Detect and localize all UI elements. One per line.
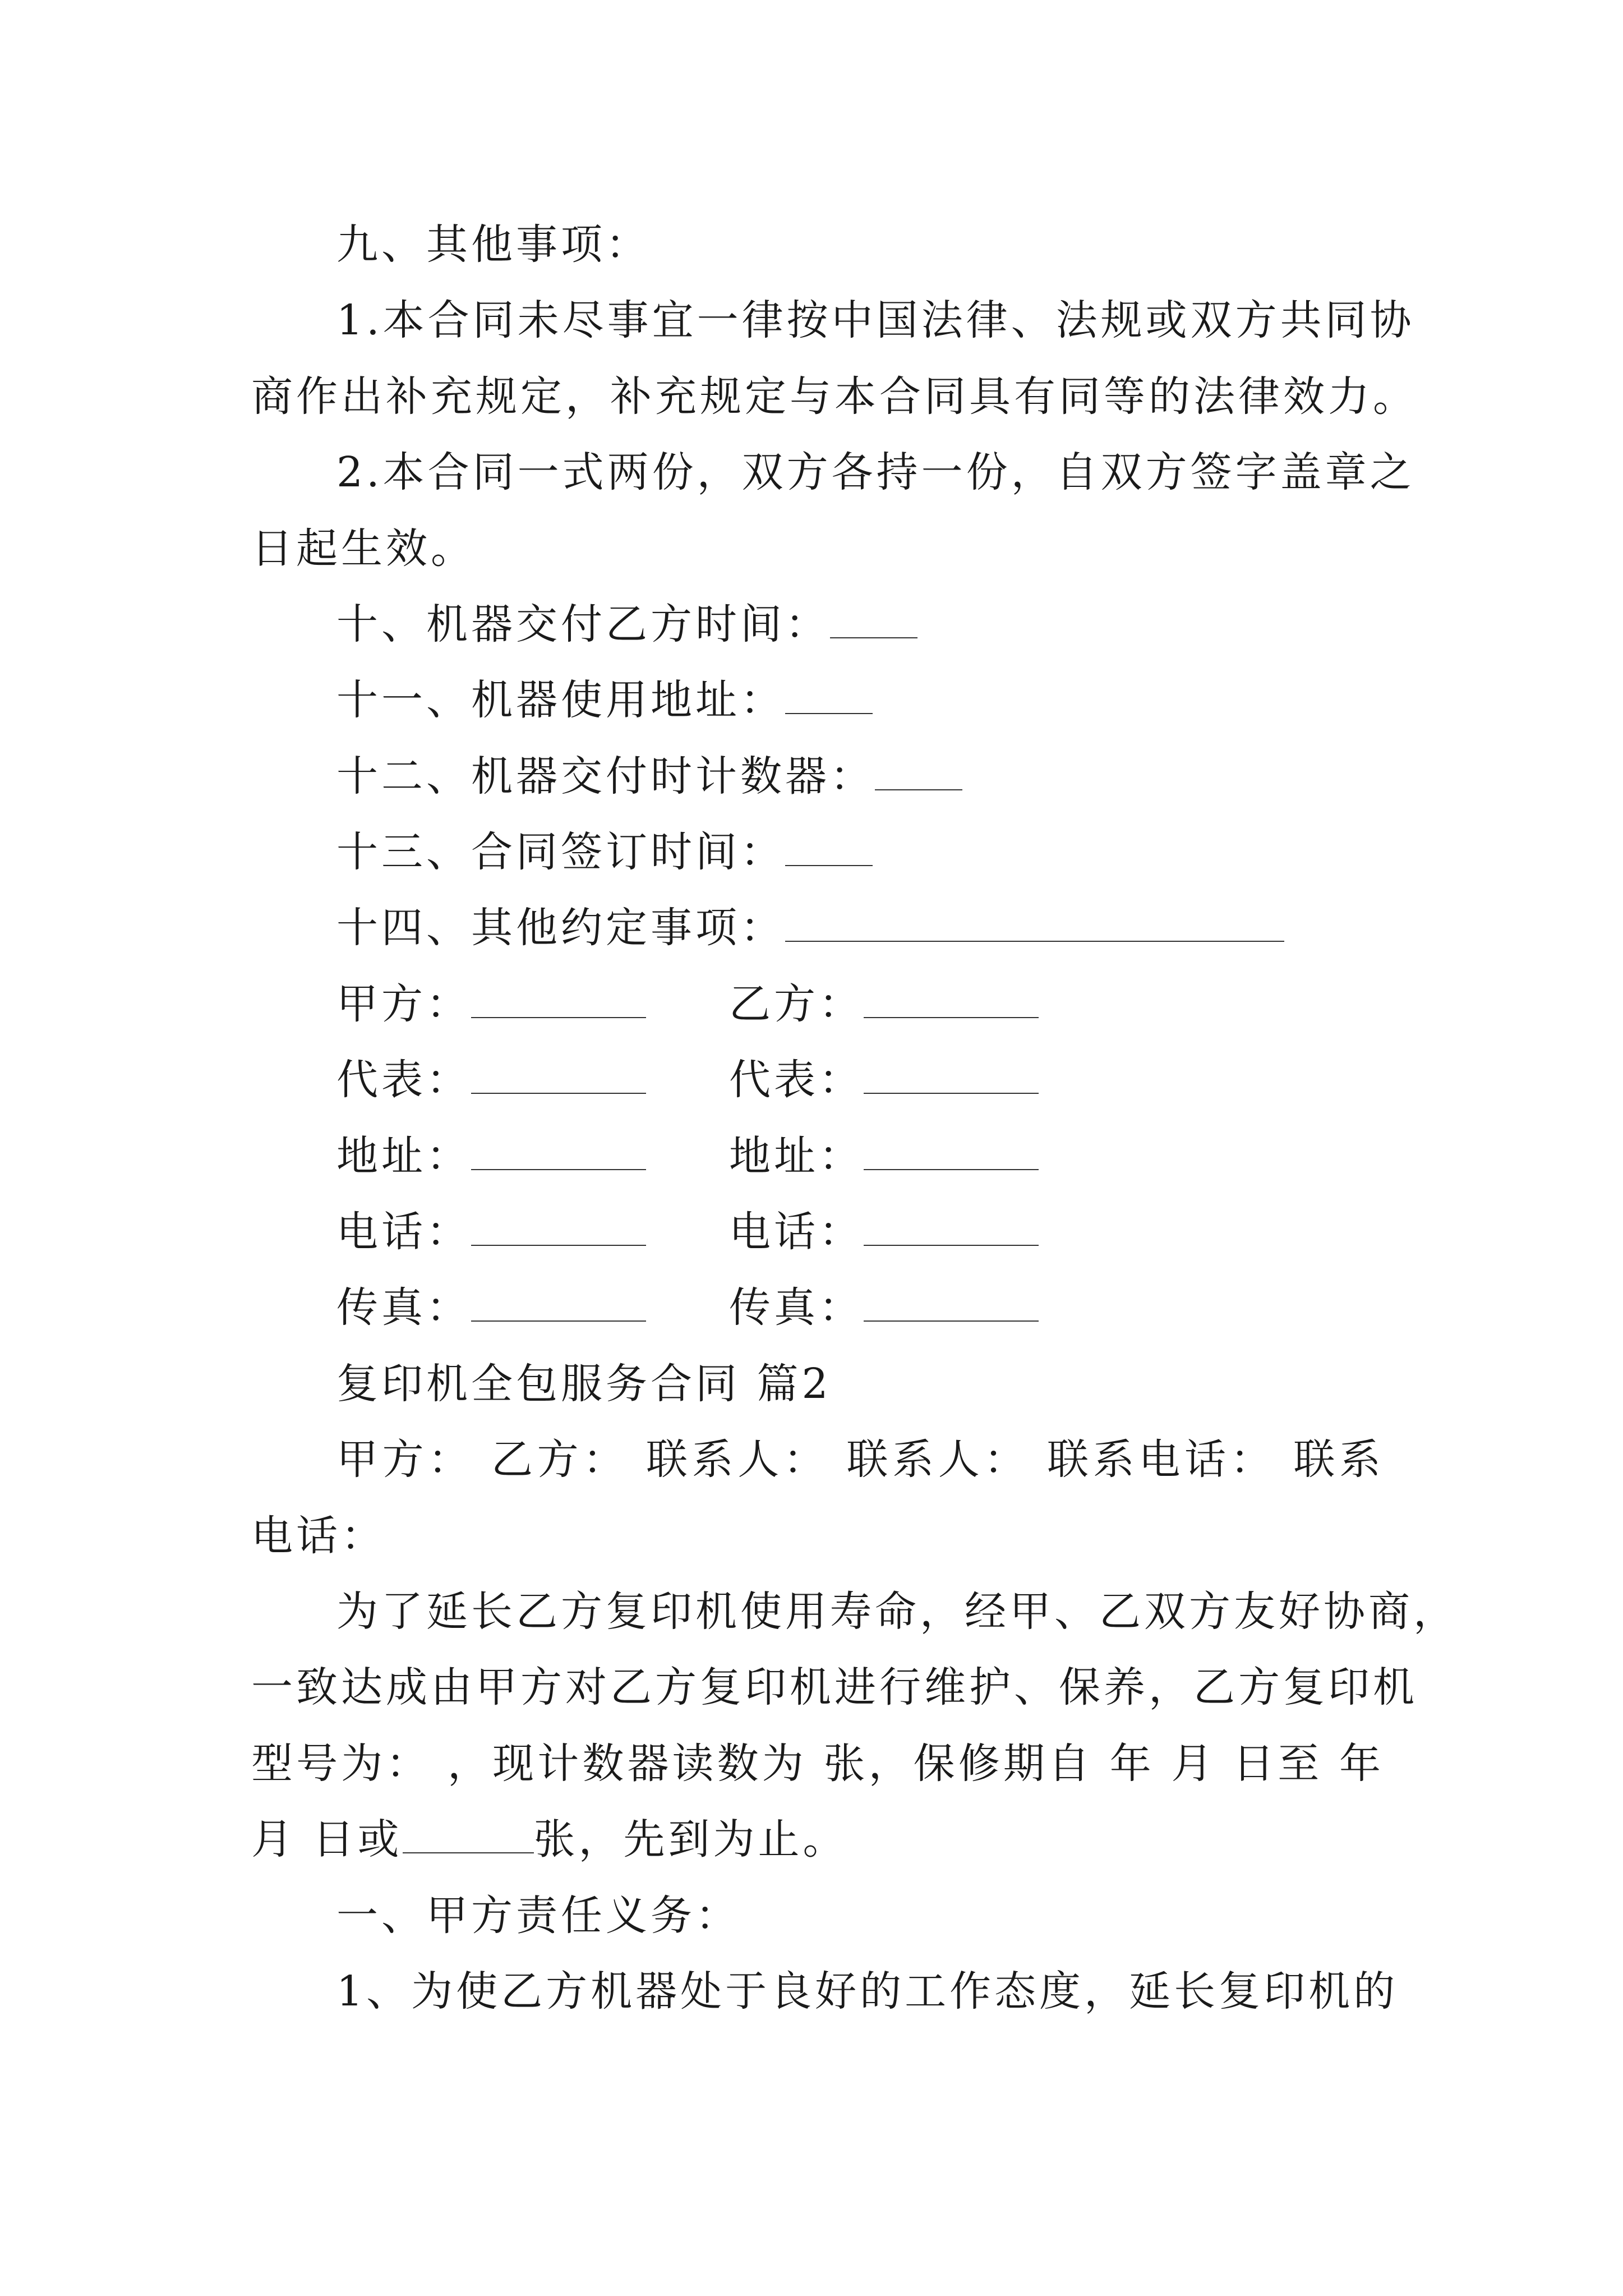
party-a-blank[interactable]	[471, 978, 646, 1018]
usage-address-field	[336, 672, 1384, 728]
delivery-time-blank[interactable]	[830, 598, 917, 638]
party-a-rep-field	[336, 1052, 646, 1108]
party-b-fax-label: 传真：	[729, 1283, 864, 1332]
intro-line-4-start: 月 日或	[251, 1815, 403, 1864]
signing-time-label: 十三、合同签订时间：	[336, 828, 785, 876]
party-b-address-blank[interactable]	[864, 1130, 1039, 1170]
party-a-rep-label: 代表：	[336, 1056, 471, 1104]
page-count-blank[interactable]	[403, 1813, 534, 1853]
section-1-item-1: 1、为使乙方机器处于良好的工作态度，延长复印机的	[336, 1967, 1399, 2016]
party-a-fax-label: 传真：	[336, 1283, 471, 1332]
usage-address-blank[interactable]	[785, 674, 873, 714]
signing-time-field	[336, 824, 1384, 880]
party-b-fax-blank[interactable]	[864, 1281, 1039, 1322]
delivery-time-label: 十、机器交付乙方时间：	[336, 600, 830, 648]
party-a-fax-blank[interactable]	[471, 1281, 646, 1322]
intro-line-4-end: 张，先到为止。	[533, 1815, 848, 1864]
party-b-address-label: 地址：	[729, 1132, 864, 1180]
party-a-fax-field	[336, 1280, 646, 1336]
party-a-address-blank[interactable]	[471, 1130, 646, 1170]
party-b-rep-label: 代表：	[729, 1056, 864, 1104]
contract-2-intro-line-1: 为了延长乙方复印机使用寿命，经甲、乙双方友好协商，	[336, 1588, 1458, 1636]
party-b-field	[729, 976, 1039, 1032]
other-terms-blank[interactable]	[785, 901, 1284, 942]
party-a-address-label: 地址：	[336, 1132, 471, 1180]
party-b-phone-label: 电话：	[729, 1208, 864, 1256]
party-b-phone-field	[729, 1204, 1039, 1260]
section-9-item-2-line-2: 日起生效。	[251, 524, 476, 573]
contract-2-title: 复印机全包服务合同 篇2	[336, 1360, 832, 1408]
party-b-rep-field	[729, 1052, 1039, 1108]
other-terms-label: 十四、其他约定事项：	[336, 904, 785, 952]
counter-label: 十二、机器交付时计数器：	[336, 752, 875, 800]
delivery-time-field	[336, 596, 1384, 652]
section-9-item-2-line-1: 2.本合同一式两份，双方各持一份，自双方签字盖章之	[336, 448, 1415, 496]
contract-2-intro-line-2: 一致达成由甲方对乙方复印机进行维护、保养，乙方复印机	[251, 1663, 1418, 1711]
contract-2-intro-line-3: 型号为： ，现计数器读数为 张，保修期自 年 月 日至 年	[251, 1740, 1384, 1788]
party-a-phone-field	[336, 1204, 646, 1260]
party-b-address-field	[729, 1128, 1039, 1184]
section-1-heading: 一、甲方责任义务：	[336, 1892, 740, 1940]
party-b-rep-blank[interactable]	[864, 1053, 1039, 1094]
party-a-label: 甲方：	[336, 980, 471, 1028]
section-9-item-1-line-1: 1.本合同未尽事宜一律按中国法律、法规或双方共同协	[336, 296, 1415, 344]
contract-2-parties-line-2: 电话：	[251, 1512, 386, 1560]
party-a-rep-blank[interactable]	[471, 1053, 646, 1094]
party-a-address-field	[336, 1128, 646, 1184]
party-b-label: 乙方：	[729, 980, 864, 1028]
counter-blank[interactable]	[875, 750, 962, 790]
usage-address-label: 十一、机器使用地址：	[336, 676, 785, 724]
party-b-fax-field	[729, 1280, 1039, 1336]
party-a-phone-label: 电话：	[336, 1208, 471, 1256]
party-a-phone-blank[interactable]	[471, 1205, 646, 1246]
contract-2-intro-line-4	[251, 1811, 1384, 1867]
party-b-blank[interactable]	[864, 978, 1039, 1018]
signing-time-blank[interactable]	[785, 826, 873, 866]
party-b-phone-blank[interactable]	[864, 1205, 1039, 1246]
other-terms-field	[336, 900, 1384, 956]
section-9-item-1-line-2: 商作出补充规定，补充规定与本合同具有同等的法律效力。	[251, 372, 1418, 421]
party-a-field	[336, 976, 646, 1032]
section-9-heading: 九、其他事项：	[336, 220, 651, 269]
contract-2-parties-line-1: 甲方： 乙方： 联系人： 联系人： 联系电话： 联系	[336, 1435, 1384, 1484]
counter-field	[336, 748, 1384, 804]
